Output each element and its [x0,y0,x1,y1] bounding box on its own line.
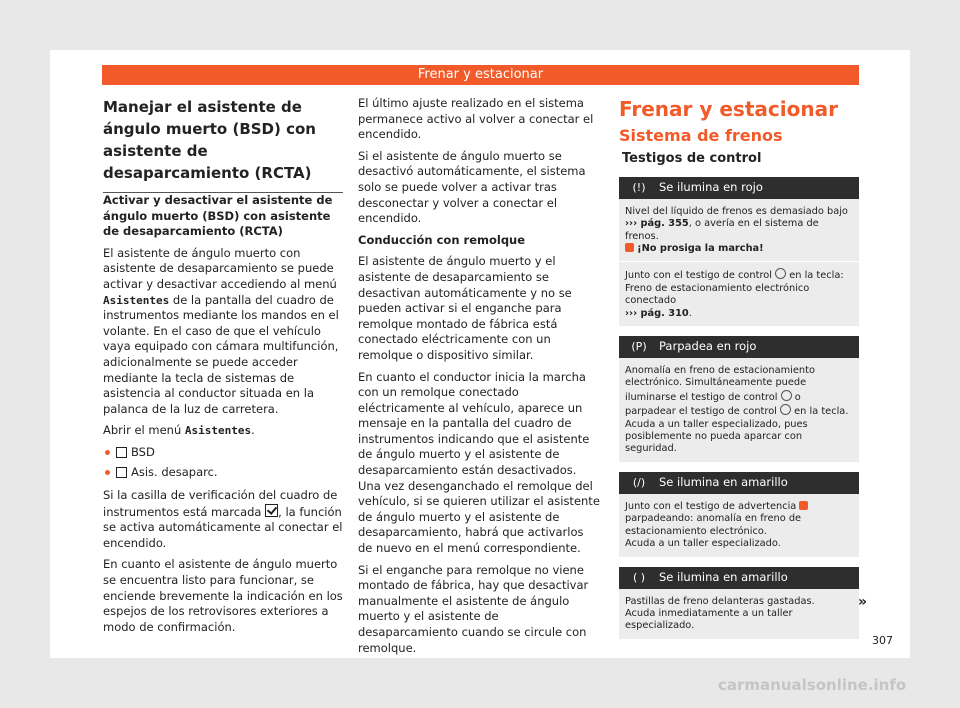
paragraph: En cuanto el conductor inicia la marcha con un remolque conectado eléctricamente al vehículo, aparece un mensaje en la pantalla del cuadro de instrumentos indicando que el asistente de ángulo muerto y el asistente de desaparcamiento están desactivados. Una vez desenganchado el remolque del vehículo, si se quieren utilizar el asistente de ángulo muerto y el asistente de desaparcamiento, habrá que activarlos de nuevo en el menú correspondiente. [358,369,600,556]
menu-name: Asistentes [184,424,252,438]
brake-fault-icon [781,390,792,401]
page-header: Frenar y estacionar [102,65,859,85]
card-text: Junto con el testigo de advertencia parpadeando: anomalía en freno de estacionamiento electrónico. Acuda a un taller especializado. [625,501,853,551]
card-text: Junto con el testigo de control en la tecla: Freno de estacionamiento electrónico conectado ››› pág. 310. [625,270,844,319]
continue-chevron: » [858,594,868,610]
list-item: Asis. desaparc. [103,465,343,481]
column-left [103,96,343,641]
column-middle [358,96,600,662]
paragraph: El último ajuste realizado en el sistema permanece activo al volver a conectar el encendido. [358,96,594,142]
paragraph: En cuanto el asistente de ángulo muerto se encuentra listo para funcionar, se enciende brevemente la indicación en los espejos de los retrovisores exteriores a modo de confirmación. [103,557,343,634]
warning-icon [799,501,808,510]
section-title: Sistema de frenos [619,125,783,145]
subsection-title: Activar y desactivar el asistente de ángulo muerto (BSD) con asistente de desaparcamiento (RCTA) [103,193,333,239]
checkbox-icon [116,467,127,478]
subsection-title: Testigos de control [622,151,762,167]
card-text: Nivel del líquido de frenos es demasiado bajo ››› pág. 355, o avería en el sistema de frenos. [625,205,848,242]
card-title: Parpadea en rojo [659,339,757,354]
menu-name: Asistentes [103,293,170,307]
card-title: Se ilumina en rojo [659,179,763,194]
paragraph: Si el enganche para remolque no viene montado de fábrica, hay que desactivar manualmente el asistente de ángulo muerto y el asistente de desaparcamiento cuando se circule con remolque. [358,562,589,655]
bullet-icon [105,450,110,455]
paragraph: Si la casilla de verificación del cuadro de instrumentos está marcada , la función se activa automáticamente al conectar el encendido. [103,488,343,550]
chapter-title: Frenar y estacionar [619,97,838,121]
column-right [619,96,859,649]
divider [619,261,859,262]
parking-brake-icon [775,268,786,279]
card-text: Pastillas de freno delanteras gastadas. Acuda inmediatamente a un taller especializado. [625,595,815,632]
brake-pad-icon: ( ) [632,570,646,584]
card-warning: ¡No prosiga la marcha! [625,243,853,255]
page-number: 307 [872,634,893,647]
bullet-icon [105,470,110,475]
parking-brake-icon [780,404,791,415]
paragraph: Si el asistente de ángulo muerto se desactivó automáticamente, el sistema solo se puede volver a activar tras desconectar y volver a conectar el encendido. [358,148,586,226]
checked-box-icon [265,504,278,517]
card-title: Se ilumina en amarillo [659,569,788,584]
indicator-card [619,472,859,557]
page-reference: ››› pág. 310 [625,307,689,319]
watermark: carmanualsonline.info [718,676,907,694]
checkbox-icon [116,447,127,458]
card-text: Anomalía en freno de estacionamiento electrónico. Simultáneamente puede iluminarse el testigo de control o parpadear el testigo de control en la tecla. Acuda a un taller especializado, pues posiblemente no pueda aparcar con seguridad. [625,365,849,455]
parking-brake-icon: (P) [631,340,647,354]
stop-icon [625,243,634,252]
paragraph: Abrir el menú Asistentes. [103,423,255,438]
paragraph: El asistente de ángulo muerto y el asistente de desaparcamiento se desactivan automáticamente y no se pueden activar si el enganche para remolque montado de fábrica está conectado eléctricamente con un remolque o dispositivo similar. [358,254,572,362]
indicator-card [619,567,859,639]
paragraph: El asistente de ángulo muerto con asistente de desaparcamiento se puede activar y desactivar accediendo al menú Asistentes de la pantalla del cuadro de instrumentos mediante los mandos en el volante. En el caso de que el vehículo vaya equipado con cámara multifunción, adicionalmente se puede acceder mediante la tecla de sistemas de asistencia al conductor situada en la palanca de la luz de carretera. [103,245,339,416]
page-reference: ››› pág. 355 [625,218,689,230]
brake-warning-icon: (!) [632,180,646,194]
list-item: BSD [103,445,343,461]
section-title: Manejar el asistente de ángulo muerto (BSD) con asistente de desaparcamiento (RCTA) [103,96,343,193]
brake-fault-icon: (/) [632,476,646,490]
subsection-title: Conducción con remolque [358,232,526,247]
indicator-card [619,177,859,326]
indicator-card [619,336,859,462]
card-title: Se ilumina en amarillo [659,475,788,490]
